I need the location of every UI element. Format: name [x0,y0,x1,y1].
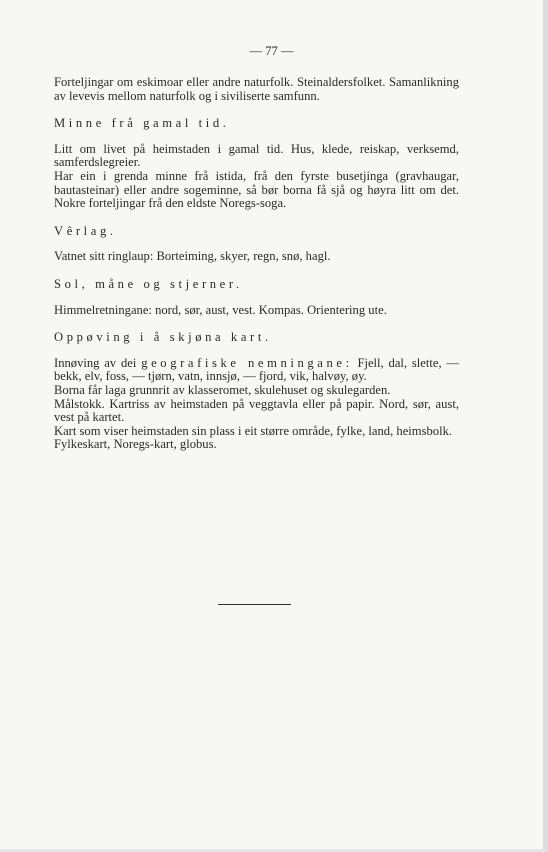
intro-paragraph: Forteljingar om eskimoar eller andre naturfolk. Steinaldersfolket. Samanlikning av levevis mellom naturfolk og i siviliserte samfunn. [54,75,459,103]
page-number: — 77 — [249,44,294,58]
paragraph-nemningar [54,357,459,384]
spacer [54,131,459,143]
section-heading-kart: Oppøving i å skjøna kart. [54,330,272,345]
paragraph: Har ein i grenda minne frå istida, frå den fyrste busetjinga (gravhaugar, bautasteinar) eller andre sogeminne, så bør borna få sjå og høyra litt om det. Nokre forteljingar frå den eldste Noregs-soga. [54,168,459,211]
spacer [54,292,459,304]
paragraph: Borna får laga grunnrit av klasseromet, skulehuset og skulegarden. [54,382,391,397]
spacer [54,211,459,225]
end-rule [218,604,291,605]
page-content [54,76,459,452]
paragraph: Litt om livet på heimstaden i gamal tid. Hus, klede, reiskap, verksemd, samferdslegreier. [54,141,459,170]
paragraph: Vatnet sitt ringlaup: Borteiming, skyer, regn, snø, hagl. [54,249,331,264]
section-heading-minne: Minne frå gamal tid. [54,116,230,131]
spacer [54,264,459,278]
section-heading-verlag: Vêrlag. [54,223,117,238]
paragraph: Kart som viser heimstaden sin plass i eit større område, fylke, land, heimsbolk. [54,423,453,438]
paragraph: Fylkeskart, Noregs-kart, globus. [54,437,217,452]
paragraph: Målstokk. Kartriss av heimstaden på veggtavla eller på papir. Nord, sør, aust, vest på kartet. [54,396,459,425]
paragraph-rest: Fjell, dal, slette, — bekk, elv, foss, — tjørn, vatn, innsjø, — fjord, vik, halvøy, øy. [54,355,460,384]
paragraph-lead: Innøving av dei [54,355,137,370]
section-heading-sol: Sol, måne og stjerner. [54,276,243,291]
paragraph: Himmelretningane: nord, sør, aust, vest. Kompas. Orientering ute. [54,302,387,317]
spacer [54,103,459,117]
spaced-term: geografiske nemningane: [141,355,353,370]
spacer [54,317,459,331]
